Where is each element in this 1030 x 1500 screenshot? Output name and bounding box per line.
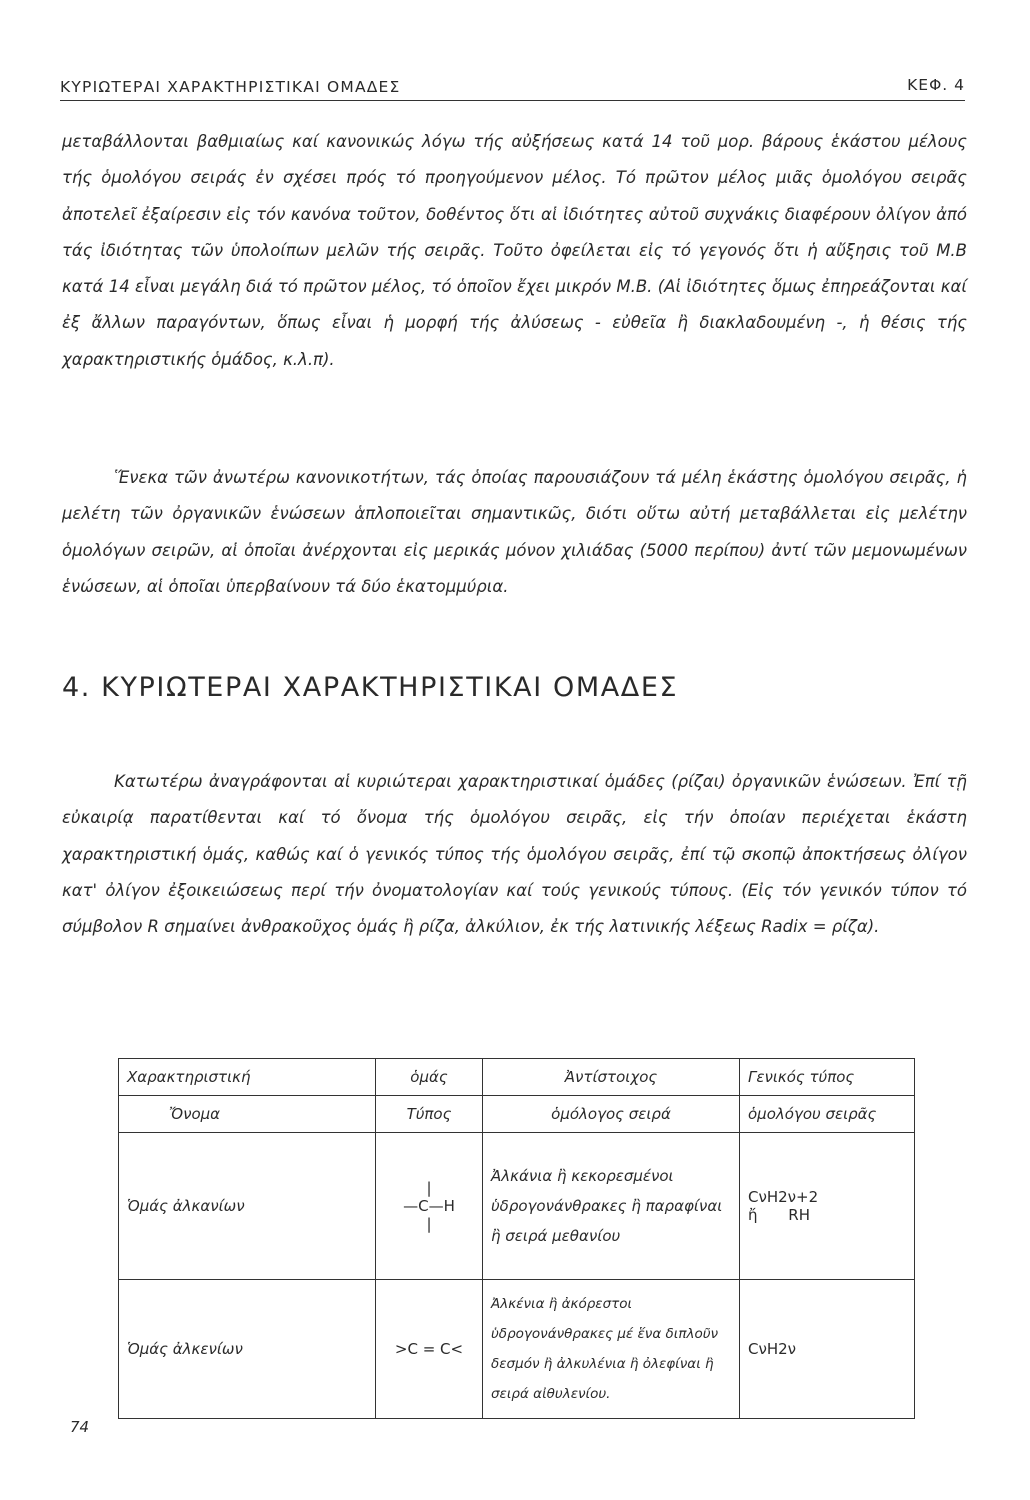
header-group-part1: Χαρακτηριστική [119, 1059, 376, 1096]
row-1-formula-top: | [426, 1179, 432, 1197]
header-title: ΚΥΡΙΩΤΕΡΑΙ ΧΑΡΑΚΤΗΡΙΣΤΙΚΑΙ ΟΜΑΔΕΣ [60, 78, 401, 96]
header-name: Ὄνομα [119, 1096, 376, 1133]
header-group-part2: ὁμάς [376, 1059, 483, 1096]
row-1-general-formula: CνH2ν+2 [748, 1188, 819, 1206]
table-row [119, 1280, 915, 1419]
row-2-general-formula: CνH2ν [740, 1280, 915, 1419]
page-number: 74 [70, 1418, 90, 1436]
row-2-series: Ἀλκένια ἢ ἀκόρεστοι ὑδρογονάνθρακες μέ ἕνα διπλοῦν δεσμόν ἢ ἀλκυλένια ἢ ὀλεφίναι ἢ σειρά αἰθυλενίου. [483, 1280, 740, 1419]
row-1-general-alt-line [748, 1206, 906, 1224]
row-2-name: Ὁμάς ἀλκενίων [119, 1280, 376, 1419]
row-2-formula: >C = C< [376, 1280, 483, 1419]
groups-table-wrapper [118, 1058, 915, 1419]
paragraph-1: μεταβάλλονται βαθμιαίως καί κανονικώς λόγω τής αὐξήσεως κατά 14 τοῦ μορ. βάρους ἑκάστου μέλους τής ὁμολόγου σειράς ἐν σχέσει πρός τό προηγούμενον μέλος. Τό πρῶτον μέλος μιᾶς ὁμολόγου σειρᾶς ἀποτελεῖ ἐξαίρεσιν εἰς τόν κανόνα τοῦτον, δοθέντος ὅτι αἱ ἰδιότητες αὐτοῦ συχνάκις διαφέρουν ὀλίγον ἀπό τάς ἰδιότητας τῶν ὑπολοίπων μελῶν τής σειρᾶς. Τοῦτο ὀφείλεται εἰς τό γεγονός ὅτι ἡ αὔξησις τοῦ Μ.Β κατά 14 εἶναι μεγάλη διά τό πρῶτον μέλος, τό ὁποῖον ἔχει μικρόν Μ.Β. (Αἱ ἰδιότητες ὅμως ἐπηρεάζονται καί ἐξ ἄλλων παραγόντων, ὅπως εἶναι ἡ μορφή τής ἀλύσεως - εὐθεῖα ἢ διακλαδουμένη -, ἡ θέσις τής χαρακτηριστικής ὁμάδος, κ.λ.π). [62, 132, 967, 369]
row-1-formula-mid: —C—H [403, 1197, 455, 1215]
groups-table [118, 1058, 915, 1419]
paragraph-3: Κατωτέρω ἀναγράφονται αἱ κυριώτεραι χαρακτηριστικαί ὁμάδες (ρίζαι) ὀργανικῶν ἑνώσεων. Ἐπί τῇ εὐκαιρίᾳ παρατίθενται καί τό ὄνομα τής ὁμολόγου σειρᾶς, εἰς τήν ὁποίαν περιέχεται ἑκάστη χαρακτηριστική ὁμάς, καθώς καί ὁ γενικός τύπος τής ὁμολόγου σειρᾶς, ἐπί τῷ σκοπῷ ἀποκτήσεως ὀλίγον κατ' ὀλίγον ἐξοικειώσεως περί τήν ὀνοματολογίαν καί τούς γενικούς τύπους. (Εἰς τόν γενικόν τύπον τό σύμβολον R σημαίνει ἀνθρακοῦχος ὁμάς ἢ ρίζα, ἀλκύλιον, ἐκ τής λατινικής λέξεως Radix = ρίζα). [62, 772, 967, 937]
row-1-general-cell [740, 1133, 915, 1280]
row-1-general-alt: RH [788, 1206, 810, 1224]
table-header-row-1 [119, 1059, 915, 1096]
section-heading: 4. ΚΥΡΙΩΤΕΡΑΙ ΧΑΡΑΚΤΗΡΙΣΤΙΚΑΙ ΟΜΑΔΕΣ [62, 672, 679, 703]
running-header [60, 76, 965, 101]
header-chapter: ΚΕΦ. 4 [907, 76, 965, 94]
header-series-line2: ὁμόλογος σειρά [483, 1096, 740, 1133]
header-general-line1: Γενικός τύπος [740, 1059, 915, 1096]
header-type: Τύπος [376, 1096, 483, 1133]
row-1-series: Ἀλκάνια ἢ κεκορεσμένοι ὑδρογονάνθρακες ἢ παραφίναι ἢ σειρά μεθανίου [483, 1133, 740, 1280]
header-general-line2: ὁμολόγου σειρᾶς [740, 1096, 915, 1133]
table-row [119, 1133, 915, 1280]
row-1-general-or: ἤ [748, 1206, 758, 1224]
row-1-formula-bottom: | [426, 1215, 432, 1233]
row-1-name: Ὁμάς ἀλκανίων [119, 1133, 376, 1280]
table-header-row-2 [119, 1096, 915, 1133]
row-1-formula-cell [376, 1133, 483, 1280]
header-series-line1: Ἀντίστοιχος [483, 1059, 740, 1096]
paragraph-2: Ἕνεκα τῶν ἀνωτέρω κανονικοτήτων, τάς ὁποίας παρουσιάζουν τά μέλη ἑκάστης ὁμολόγου σειρᾶς, ἡ μελέτη τῶν ὀργανικῶν ἑνώσεων ἁπλοποιεῖται σημαντικῶς, διότι οὕτω αὐτή μεταβάλλεται εἰς μελέτην ὁμολόγων σειρῶν, αἱ ὁποῖαι ἀνέρχονται εἰς μερικάς μόνον χιλιάδας (5000 περίπου) ἀντί τῶν μεμονωμένων ἑνώσεων, αἱ ὁποῖαι ὑπερβαίνουν τά δύο ἑκατομμύρια. [62, 468, 967, 596]
